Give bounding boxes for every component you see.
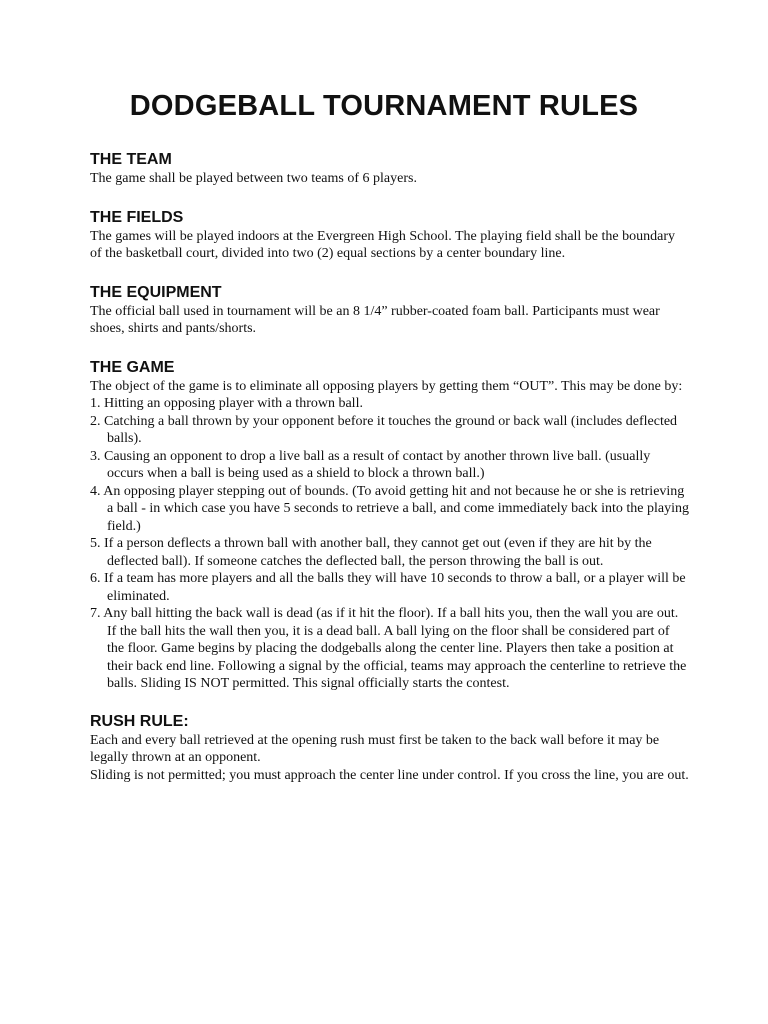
section-heading: THE TEAM [90,151,172,168]
section-paragraph: The games will be played indoors at the Evergreen High School. The playing field shall be the boundary of the basketball court, divided into two (2) equal sections by a center boundary line. [90,228,675,261]
section-heading: THE EQUIPMENT [90,283,222,301]
list-item: 3. Causing an opponent to drop a live ball as a result of contact by another thrown live ball. (usually occurs when a ball is being used as a shield to block a thrown ball.) [90,448,651,481]
section-heading: THE GAME [90,358,175,376]
list-item: 2. Catching a ball thrown by your opponent before it touches the ground or back wall (includes deflected balls). [90,413,678,446]
list-item: 4. An opposing player stepping out of bounds. (To avoid getting hit and not because he or she is retrieving a ball - in which case you have 5 seconds to retrieve a ball, and come immediately back into the playing field.) [90,483,689,534]
section-paragraph: Each and every ball retrieved at the opening rush must first be taken to the back wall before it may be legally thrown at an opponent. [90,732,660,765]
document-body [90,150,690,784]
list-item: 6. If a team has more players and all the balls they will have 10 seconds to throw a ball, or a player will be eliminated. [90,571,686,604]
page-title: DODGEBALL TOURNAMENT RULES [129,90,639,122]
section-rush-rule [90,712,690,785]
section-paragraph: The object of the game is to eliminate all opposing players by getting them “OUT”. This may be done by: [90,378,683,394]
section-the-fields [90,208,690,263]
list-item: 1. Hitting an opposing player with a thrown ball. [90,396,363,411]
rules-list [90,395,690,693]
list-item: 7. Any ball hitting the back wall is dead (as if it hit the floor). If a ball hits you, then the wall you are out. If the ball hits the wall then you, it is a dead ball. A ball lying on the floor shall be considered part of the floor. Game begins by placing the dodgeballs along the center line. Players then take a position at their back end line. Following a signal by the official, teams may approach the centerline to retrieve the balls. Sliding IS NOT permitted. This signal officially starts the contest. [90,606,687,691]
list-item: 5. If a person deflects a thrown ball with another ball, they cannot get out (even if they are hit by the deflected ball). If someone catches the deflected ball, the person throwing the ball is out. [90,536,652,569]
section-the-team [90,150,690,188]
section-the-game [90,358,690,693]
section-heading: RUSH RULE: [90,712,189,730]
section-paragraph: Sliding is not permitted; you must approach the center line under control. If you cross the line, you are out. [90,767,689,783]
section-heading: THE FIELDS [90,208,184,226]
section-paragraph: The official ball used in tournament will be an 8 1/4” rubber-coated foam ball. Participants must wear shoes, shirts and pants/shorts. [90,303,660,336]
section-the-equipment [90,283,690,338]
section-paragraph: The game shall be played between two teams of 6 players. [90,171,417,186]
